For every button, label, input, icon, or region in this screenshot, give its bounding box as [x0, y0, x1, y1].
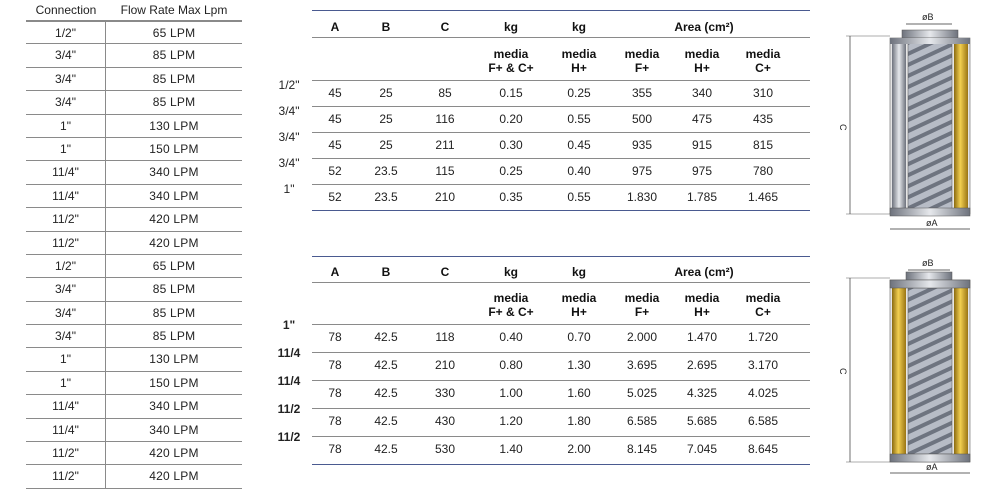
flow-rate-cell: 340 LPM: [149, 188, 199, 203]
table-row: [26, 185, 242, 208]
spiral-core: [908, 288, 952, 454]
row-divider: [312, 436, 810, 437]
diameter-a-label: øA: [926, 218, 938, 228]
sub-header-line: media: [684, 47, 720, 61]
upper-band: [890, 280, 970, 288]
top-cap: [902, 30, 958, 38]
value-cell: 78: [328, 414, 342, 428]
sub-header: [672, 291, 732, 319]
sub-header-line: media: [561, 47, 597, 61]
right-wall: [954, 288, 968, 454]
row-values: [312, 164, 810, 178]
top-header-row: [312, 265, 810, 279]
spacer: [414, 291, 476, 319]
value-cell: 115: [435, 164, 455, 178]
connection-label: 3/4": [278, 104, 300, 118]
value-cell: 210: [434, 190, 456, 204]
connection-label: 1/2": [278, 78, 300, 92]
connection-label: 11/4: [277, 346, 301, 360]
value-cell: 0.70: [567, 330, 591, 344]
value-cell: 52: [328, 190, 342, 204]
table-row: [26, 115, 242, 138]
sub-header-line: media: [493, 47, 529, 61]
connection-cell: 3/4": [26, 91, 106, 113]
table-row: [26, 278, 242, 301]
value-cell: 975: [631, 164, 653, 178]
value-cell: 78: [328, 330, 342, 344]
sub-header: [476, 47, 546, 75]
table-header: [26, 1, 242, 20]
sub-header-line: media: [624, 47, 660, 61]
diameter-b-label: øB: [922, 12, 934, 22]
value-cell: 2.000: [626, 330, 658, 344]
row-values: [312, 386, 810, 400]
value-cell: 42.5: [374, 386, 398, 400]
table-row: [26, 255, 242, 278]
connection-label: 1": [282, 318, 296, 332]
connection-cell: 11/4": [26, 161, 106, 183]
row-values: [312, 414, 810, 428]
bottom-cap: [890, 454, 970, 462]
sub-header-line: H+: [571, 305, 587, 319]
value-cell: 8.645: [747, 442, 779, 456]
connection-cell: 1": [26, 138, 106, 160]
table-row: [266, 346, 810, 378]
flow-rate-cell: 420 LPM: [149, 212, 199, 227]
value-cell: 25: [379, 86, 393, 100]
sub-header: [612, 291, 672, 319]
connection-cell: 1": [26, 115, 106, 137]
spacer: [358, 291, 414, 319]
value-cell: 7.045: [686, 442, 718, 456]
table-row: [26, 138, 242, 161]
value-cell: 0.15: [499, 86, 523, 100]
spec-table-small: [266, 10, 810, 215]
header-connection: Connection: [35, 3, 97, 17]
value-cell: 0.55: [567, 112, 591, 126]
header-kg: kg: [503, 20, 518, 34]
row-divider: [312, 408, 810, 409]
connection-flow-table: [26, 1, 242, 489]
flow-rate-cell: 150 LPM: [149, 141, 199, 156]
value-cell: 3.695: [626, 358, 658, 372]
value-cell: 1.30: [567, 358, 591, 372]
sub-header: [546, 47, 612, 75]
row-divider: [312, 80, 810, 81]
value-cell: 0.40: [499, 330, 523, 344]
value-cell: 915: [691, 138, 713, 152]
value-cell: 210: [434, 358, 456, 372]
row-values: [312, 86, 810, 100]
sub-header-line: F+: [634, 61, 650, 75]
connection-cell: 3/4": [26, 302, 106, 324]
connection-label: 3/4": [278, 156, 300, 170]
header-c: C: [440, 265, 450, 279]
connection-cell: 11/2": [26, 442, 106, 464]
flow-rate-cell: 85 LPM: [152, 48, 196, 63]
table-row: [26, 419, 242, 442]
value-cell: 500: [631, 112, 653, 126]
flow-rate-cell: 85 LPM: [152, 282, 196, 297]
value-cell: 5.025: [626, 386, 658, 400]
spacer: [358, 47, 414, 75]
row-divider: [312, 380, 810, 381]
sub-header-line: F+ & C+: [488, 61, 534, 75]
value-cell: 8.145: [626, 442, 658, 456]
table-row: [26, 302, 242, 325]
sub-header-line: media: [745, 47, 781, 61]
value-cell: 0.45: [567, 138, 591, 152]
flow-rate-cell: 340 LPM: [149, 422, 199, 437]
value-cell: 975: [691, 164, 713, 178]
table-row: [26, 44, 242, 67]
value-cell: 42.5: [374, 442, 398, 456]
value-cell: 0.40: [567, 164, 591, 178]
value-cell: 6.585: [626, 414, 658, 428]
value-cell: 1.470: [686, 330, 718, 344]
value-cell: 2.00: [567, 442, 591, 456]
sub-header-line: media: [493, 291, 529, 305]
flow-rate-cell: 340 LPM: [149, 399, 199, 414]
value-cell: 0.30: [499, 138, 523, 152]
connection-cell: 3/4": [26, 68, 106, 90]
value-cell: 1.40: [499, 442, 523, 456]
connection-label: 1": [283, 182, 295, 196]
row-values: [312, 358, 810, 372]
value-cell: 45: [328, 86, 342, 100]
flow-rate-cell: 85 LPM: [152, 329, 196, 344]
value-cell: 355: [631, 86, 653, 100]
row-values: [312, 138, 810, 152]
value-cell: 475: [691, 112, 713, 126]
value-cell: 310: [752, 86, 774, 100]
sub-header-line: H+: [694, 61, 710, 75]
spacer: [312, 291, 358, 319]
bottom-rule: [312, 464, 810, 465]
spacer: [312, 47, 358, 75]
row-values: [312, 112, 810, 126]
sub-header-row: [312, 47, 810, 75]
value-cell: 25: [379, 112, 393, 126]
header-kg: kg: [571, 20, 586, 34]
row-values: [312, 442, 810, 456]
left-wall: [892, 288, 906, 454]
sub-header-line: C+: [755, 305, 771, 319]
flow-rate-cell: 340 LPM: [149, 165, 199, 180]
connection-cell: 11/2": [26, 465, 106, 487]
value-cell: 42.5: [374, 414, 398, 428]
value-cell: 0.25: [499, 164, 523, 178]
header-divider: [312, 37, 810, 38]
value-cell: 211: [435, 138, 455, 152]
value-cell: 78: [328, 442, 342, 456]
header-area: Area (cm²): [674, 20, 734, 34]
diameter-b-label: øB: [922, 258, 934, 268]
sub-header: [612, 47, 672, 75]
connection-label: 11/2: [277, 402, 301, 416]
connection-cell: 3/4": [26, 44, 106, 66]
value-cell: 25: [379, 138, 393, 152]
table-row: [26, 21, 242, 44]
value-cell: 0.25: [567, 86, 591, 100]
spec-table-large: [266, 256, 810, 461]
value-cell: 340: [691, 86, 713, 100]
top-rule: [312, 256, 810, 257]
value-cell: 23.5: [374, 164, 398, 178]
connection-cell: 3/4": [26, 278, 106, 300]
bottom-cap: [890, 208, 970, 216]
header-divider: [312, 282, 810, 283]
row-divider: [312, 132, 810, 133]
connection-cell: 11/4": [26, 395, 106, 417]
table-row: [266, 80, 810, 106]
connection-cell: 1/2": [26, 22, 106, 43]
value-cell: 1.465: [747, 190, 779, 204]
value-cell: 430: [434, 414, 456, 428]
top-rule: [312, 10, 810, 11]
table-row: [26, 325, 242, 348]
value-cell: 1.00: [499, 386, 523, 400]
header-flow-rate: Flow Rate Max Lpm: [120, 3, 228, 17]
table-row: [266, 318, 810, 350]
sub-header-row: [312, 291, 810, 319]
sub-header-line: F+: [634, 305, 650, 319]
value-cell: 435: [752, 112, 774, 126]
value-cell: 42.5: [374, 330, 398, 344]
row-divider: [312, 352, 810, 353]
value-cell: 3.170: [747, 358, 779, 372]
table-row: [26, 68, 242, 91]
value-cell: 4.325: [686, 386, 718, 400]
flow-rate-cell: 130 LPM: [149, 118, 199, 133]
connection-cell: 11/4": [26, 185, 106, 207]
connection-label: 3/4": [278, 130, 300, 144]
sub-header: [476, 291, 546, 319]
value-cell: 330: [434, 386, 456, 400]
value-cell: 1.60: [567, 386, 591, 400]
value-cell: 780: [752, 164, 774, 178]
spiral-core: [908, 40, 952, 212]
table-row: [26, 372, 242, 395]
table-row: [266, 184, 810, 210]
table-row: [266, 374, 810, 406]
row-divider: [312, 158, 810, 159]
sub-header: [672, 47, 732, 75]
table-row: [26, 91, 242, 114]
value-cell: 6.585: [747, 414, 779, 428]
flow-rate-cell: 85 LPM: [152, 305, 196, 320]
flow-rate-cell: 65 LPM: [152, 258, 196, 273]
right-wall: [954, 40, 968, 212]
header-a: A: [330, 20, 340, 34]
sub-header: [732, 291, 794, 319]
table-row: [26, 348, 242, 371]
value-cell: 85: [438, 86, 452, 100]
table-row: [26, 208, 242, 231]
upper-band: [890, 38, 970, 44]
value-cell: 45: [328, 112, 342, 126]
table-row: [266, 430, 810, 462]
value-cell: 45: [328, 138, 342, 152]
length-c-label: C: [838, 368, 848, 375]
value-cell: 1.830: [626, 190, 658, 204]
table-row: [266, 132, 810, 158]
value-cell: 1.720: [747, 330, 779, 344]
value-cell: 0.55: [567, 190, 591, 204]
table-row: [26, 232, 242, 255]
connection-cell: 11/2": [26, 232, 106, 254]
table-body: [26, 20, 242, 489]
flow-rate-cell: 420 LPM: [149, 446, 199, 461]
table-row: [26, 161, 242, 184]
value-cell: 42.5: [374, 358, 398, 372]
value-cell: 118: [435, 330, 455, 344]
connection-cell: 3/4": [26, 325, 106, 347]
row-divider: [312, 184, 810, 185]
connection-cell: 11/4": [26, 419, 106, 441]
connection-label: 11/4: [277, 374, 301, 388]
flow-rate-cell: 85 LPM: [152, 95, 196, 110]
diameter-a-label: øA: [926, 462, 938, 472]
header-c: C: [440, 20, 450, 34]
flow-rate-cell: 85 LPM: [152, 71, 196, 86]
value-cell: 530: [434, 442, 456, 456]
filter-cartridge-drawing-large: [836, 254, 986, 484]
connection-cell: 1/2": [26, 255, 106, 277]
sub-header-line: F+ & C+: [488, 305, 534, 319]
value-cell: 0.35: [499, 190, 523, 204]
flow-rate-cell: 130 LPM: [149, 352, 199, 367]
value-cell: 1.785: [686, 190, 718, 204]
connection-cell: 1": [26, 372, 106, 394]
length-c-label: C: [838, 124, 848, 131]
value-cell: 4.025: [747, 386, 779, 400]
sub-header: [546, 291, 612, 319]
connection-cell: 11/2": [26, 208, 106, 230]
sub-header: [732, 47, 794, 75]
table-row: [266, 402, 810, 434]
row-values: [312, 330, 810, 344]
value-cell: 78: [328, 358, 342, 372]
header-kg: kg: [503, 265, 518, 279]
table-row: [26, 395, 242, 418]
row-values: [312, 190, 810, 204]
header-b: B: [381, 20, 391, 34]
value-cell: 116: [435, 112, 455, 126]
value-cell: 0.80: [499, 358, 523, 372]
value-cell: 5.685: [686, 414, 718, 428]
connection-label: 11/2: [277, 430, 301, 444]
sub-header-line: media: [745, 291, 781, 305]
row-divider: [312, 106, 810, 107]
sub-header-line: media: [684, 291, 720, 305]
value-cell: 2.695: [686, 358, 718, 372]
table-row: [26, 465, 242, 488]
flow-rate-cell: 420 LPM: [149, 469, 199, 484]
connection-cell: 1": [26, 348, 106, 370]
value-cell: 815: [752, 138, 774, 152]
value-cell: 0.20: [499, 112, 523, 126]
flow-rate-cell: 420 LPM: [149, 235, 199, 250]
sub-header-line: H+: [694, 305, 710, 319]
left-wall: [892, 40, 906, 212]
flow-rate-cell: 150 LPM: [149, 375, 199, 390]
header-b: B: [381, 265, 391, 279]
table-row: [26, 442, 242, 465]
filter-cartridge-drawing-small: [836, 8, 986, 238]
sub-header-line: media: [624, 291, 660, 305]
row-divider: [312, 324, 810, 325]
value-cell: 1.20: [499, 414, 523, 428]
sub-header-line: H+: [571, 61, 587, 75]
table-row: [266, 158, 810, 184]
value-cell: 78: [328, 386, 342, 400]
value-cell: 23.5: [374, 190, 398, 204]
sub-header-line: media: [561, 291, 597, 305]
header-a: A: [330, 265, 340, 279]
value-cell: 52: [328, 164, 342, 178]
flow-rate-cell: 65 LPM: [152, 26, 196, 40]
table-row: [266, 106, 810, 132]
header-kg: kg: [571, 265, 586, 279]
bottom-rule: [312, 210, 810, 211]
header-area: Area (cm²): [674, 265, 734, 279]
spacer: [414, 47, 476, 75]
sub-header-line: C+: [755, 61, 771, 75]
value-cell: 935: [631, 138, 653, 152]
top-header-row: [312, 20, 810, 34]
value-cell: 1.80: [567, 414, 591, 428]
